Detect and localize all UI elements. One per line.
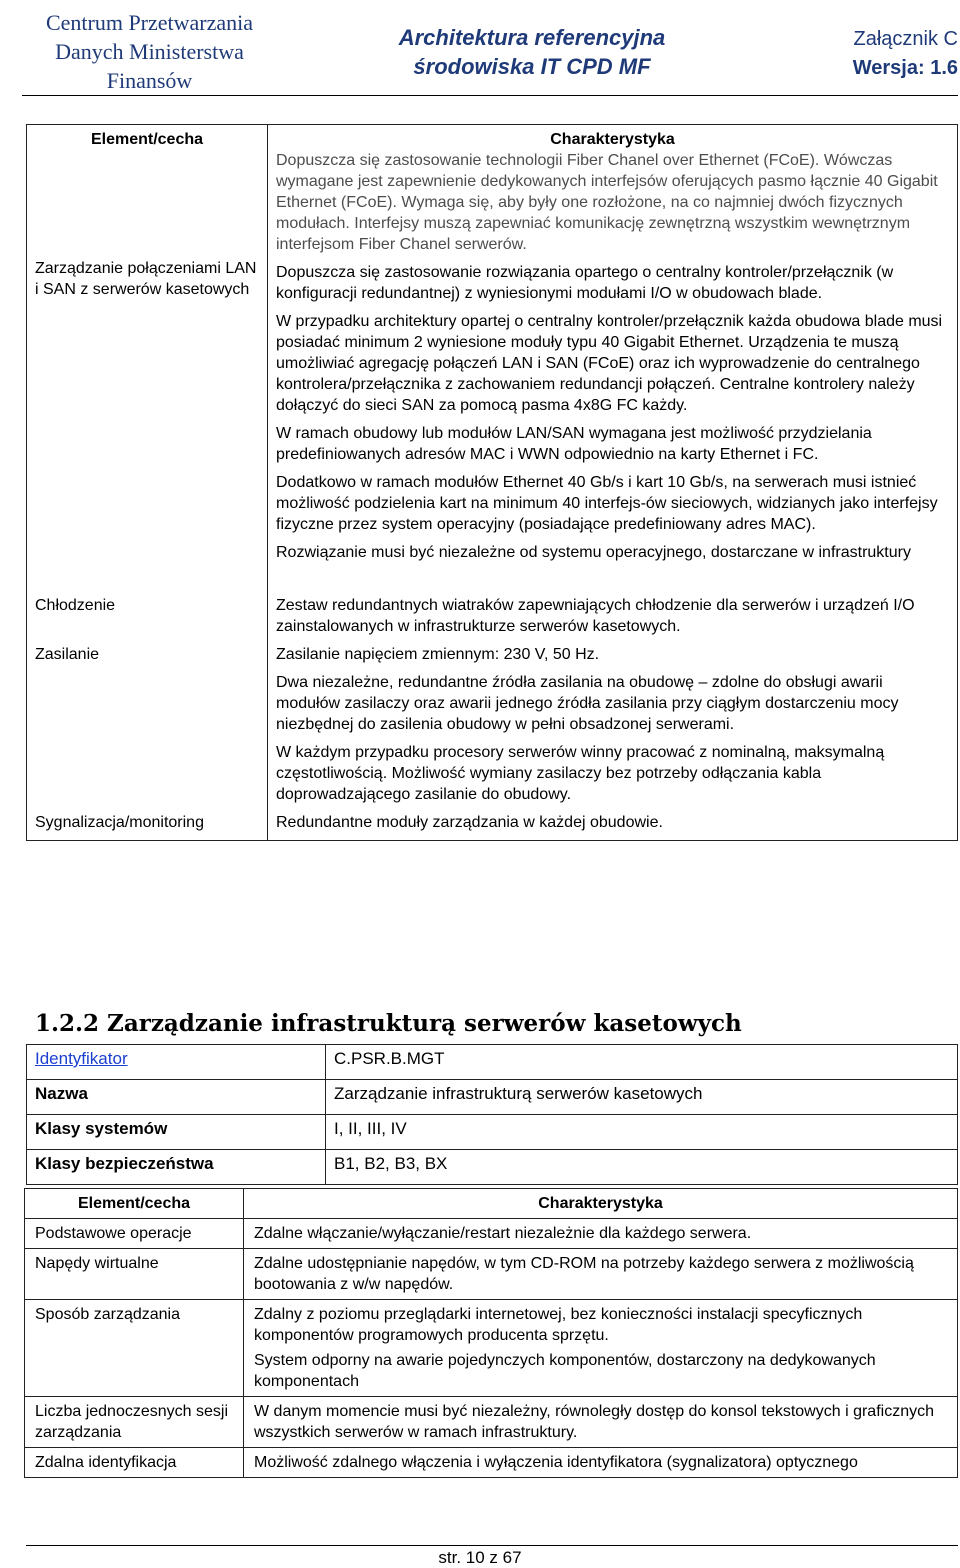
row-label-lan-san [27, 260, 268, 563]
version-label: Wersja: 1.6 [852, 57, 958, 79]
row-label: Zdalna identyfikacja [25, 1448, 244, 1478]
column-header-characteristics: Charakterystyka [244, 1189, 958, 1219]
table-row [27, 644, 958, 812]
row-label-power: Zasilanie [27, 644, 268, 812]
paragraph: W przypadku architektury opartej o centralny kontroler/przełącznik każda obudowa blade musi posiadać minimum 2 wyniesione moduły typu 40 Gigabit Ethernet. Urządzenia te muszą umożliwiać agregację połączeń LAN i SAN (FCoE) oraz ich wyprowadzenie do centralnego kontrolera/przełącznika z zachowaniem redundancji połączeń. Centralne kontrolery należy dołączyć do sieci SAN za pomocą pasma 4x8G FC każdy. [276, 313, 943, 414]
row-label-cooling: Chłodzenie [27, 595, 268, 644]
table-row [27, 1150, 958, 1185]
label-text: Zarządzanie połączeniami LAN i SAN z serwerów kasetowych [35, 260, 257, 298]
paragraph: System odporny na awarie pojedynczych komponentów, dostarczony na dedykowanych komponentach [254, 1352, 876, 1390]
paragraph: Zdalne udostępnianie napędów, w tym CD-ROM na potrzeby każdego serwera z możliwością bootowania z w/w napędów. [254, 1255, 914, 1293]
name-key: Nazwa [27, 1080, 326, 1115]
row-value [244, 1249, 958, 1300]
row-label: Sposób zarządzania [25, 1300, 244, 1397]
management-characteristics-table [24, 1188, 958, 1478]
row-label: Podstawowe operacje [25, 1219, 244, 1249]
table-header-row [25, 1189, 958, 1219]
paragraph: W danym momencie musi być niezależny, równoległy dostęp do konsol tekstowych i graficznych wszystkich serwerów w ramach infrastruktury. [254, 1403, 934, 1441]
paragraph: Zestaw redundantnych wiatraków zapewniających chłodzenie dla serwerów i urządzeń I/O zainstalowanych w infrastrukturze serwerów kasetowych. [276, 597, 915, 635]
name-value: Zarządzanie infrastrukturą serwerów kasetowych [326, 1080, 958, 1115]
column-header-characteristics: Charakterystyka [268, 125, 958, 151]
table-row [25, 1249, 958, 1300]
identification-table [26, 1044, 958, 1185]
table-row [25, 1300, 958, 1397]
table-row [25, 1219, 958, 1249]
fcoe-cell [268, 150, 958, 423]
paragraph: W każdym przypadku procesory serwerów winny pracować z nominalną, maksymalną częstotliwością. Możliwość wymiany zasilaczy bez potrzeby odłączania kabla doprowadzającego zasilanie do obudowy. [276, 744, 885, 803]
monitoring-cell [268, 812, 958, 841]
security-classes-value: B1, B2, B3, BX [326, 1150, 958, 1185]
document-title [332, 23, 732, 81]
row-value [244, 1300, 958, 1397]
table-row [27, 595, 958, 644]
paragraph: Zasilanie napięciem zmiennym: 230 V, 50 Hz. [276, 646, 600, 663]
paragraph: Dopuszcza się zastosowanie rozwiązania opartego o centralny kontroler/przełącznik (w konfiguracji redundantnej) z wyniesionymi modułami I/O w obudowach blade. [276, 264, 894, 302]
column-header-element: Element/cecha [27, 125, 268, 151]
section-heading: 1.2.2 Zarządzanie infrastrukturą serwerów kasetowych [35, 1010, 742, 1037]
org-line-3: Finansów [106, 68, 193, 93]
table-row [27, 1115, 958, 1150]
table-row [27, 1045, 958, 1080]
power-cell [268, 644, 958, 812]
annex-info [738, 25, 958, 83]
row-label-monitoring: Sygnalizacja/monitoring [27, 812, 268, 841]
table-row [25, 1448, 958, 1478]
table-row [27, 1080, 958, 1115]
paragraph: Możliwość zdalnego włączenia i wyłączenia identyfikatora (sygnalizatora) optycznego [254, 1454, 858, 1471]
blade-characteristics-table [26, 124, 958, 841]
identifier-link[interactable]: Identyfikator [35, 1049, 128, 1068]
paragraph: Rozwiązanie musi być niezależne od systemu operacyjnego, dostarczane w infrastruktury [276, 544, 911, 561]
table-header-row [27, 125, 958, 151]
row-value [244, 1397, 958, 1448]
row-value [244, 1219, 958, 1249]
paragraph: Zdalne włączanie/wyłączanie/restart niezależnie dla każdego serwera. [254, 1225, 752, 1242]
paragraph: Dwa niezależne, redundantne źródła zasilania na obudowę – zdolne do obsługi awarii modułów zasilaczy oraz awarii jednego źródła zasilania przy ciągłym dostarczeniu mocy niezbędnej do zasilenia obudowy w pełni obsadzonej serwerami. [276, 674, 899, 733]
table-row [27, 423, 958, 563]
cooling-cell [268, 595, 958, 644]
paragraph: Redundantne moduły zarządzania w każdej obudowie. [276, 814, 663, 831]
row-label: Liczba jednoczesnych sesji zarządzania [25, 1397, 244, 1448]
security-classes-key: Klasy bezpieczeństwa [27, 1150, 326, 1185]
paragraph: W ramach obudowy lub modułów LAN/SAN wymagana jest możliwość przydzielania predefiniowanych adresów MAC i WWN odpowiednio na karty Ethernet i FC. [276, 425, 872, 463]
identifier-value: C.PSR.B.MGT [326, 1045, 958, 1080]
table-row [25, 1397, 958, 1448]
paragraph: Dopuszcza się zastosowanie technologii Fiber Chanel over Ethernet (FCoE). Wówczas wymagane jest zapewnienie dedykowanych interfejsów oferujących pasmo łącznie 40 Gigabit Ethernet (FCoE). Wymaga się, aby były one rozłożone, na co najmniej dwóch fizycznych modułach. Interfejsy muszą zapewniać komunikację zewnętrzną wszystkim wewnętrznym interfejsom Fiber Chanel serwerów. [276, 152, 938, 253]
organization-name [22, 8, 277, 95]
row-label: Napędy wirtualne [25, 1249, 244, 1300]
annex-label: Załącznik C [853, 28, 958, 50]
paragraph: Zdalny z poziomu przeglądarki internetowej, bez konieczności instalacji specyficznych komponentów programowych producenta sprzętu. [254, 1306, 863, 1344]
column-header-element: Element/cecha [25, 1189, 244, 1219]
title-line-1: Architektura referencyjna [398, 25, 666, 50]
footer-divider [26, 1545, 958, 1546]
system-classes-key: Klasy systemów [27, 1115, 326, 1150]
lan-san-cell [268, 423, 958, 563]
org-line-1: Centrum Przetwarzania [45, 10, 254, 35]
system-classes-value: I, II, III, IV [326, 1115, 958, 1150]
title-line-2: środowiska IT CPD MF [413, 54, 651, 79]
org-line-2: Danych Ministerstwa [55, 39, 244, 64]
page-header [22, 0, 958, 97]
identifier-key [27, 1045, 326, 1080]
row-value [244, 1448, 958, 1478]
page-number: str. 10 z 67 [438, 1548, 522, 1567]
paragraph: Dodatkowo w ramach modułów Ethernet 40 Gb/s i kart 10 Gb/s, na serwerach musi istnieć możliwość podzielenia kart na minimum 40 interfejs-ów sieciowych, widzianych jako interfejsy fizyczne przez system operacyjny (posiadające predefiniowany adres MAC). [276, 474, 938, 533]
table-row [27, 812, 958, 841]
header-divider [22, 95, 958, 96]
